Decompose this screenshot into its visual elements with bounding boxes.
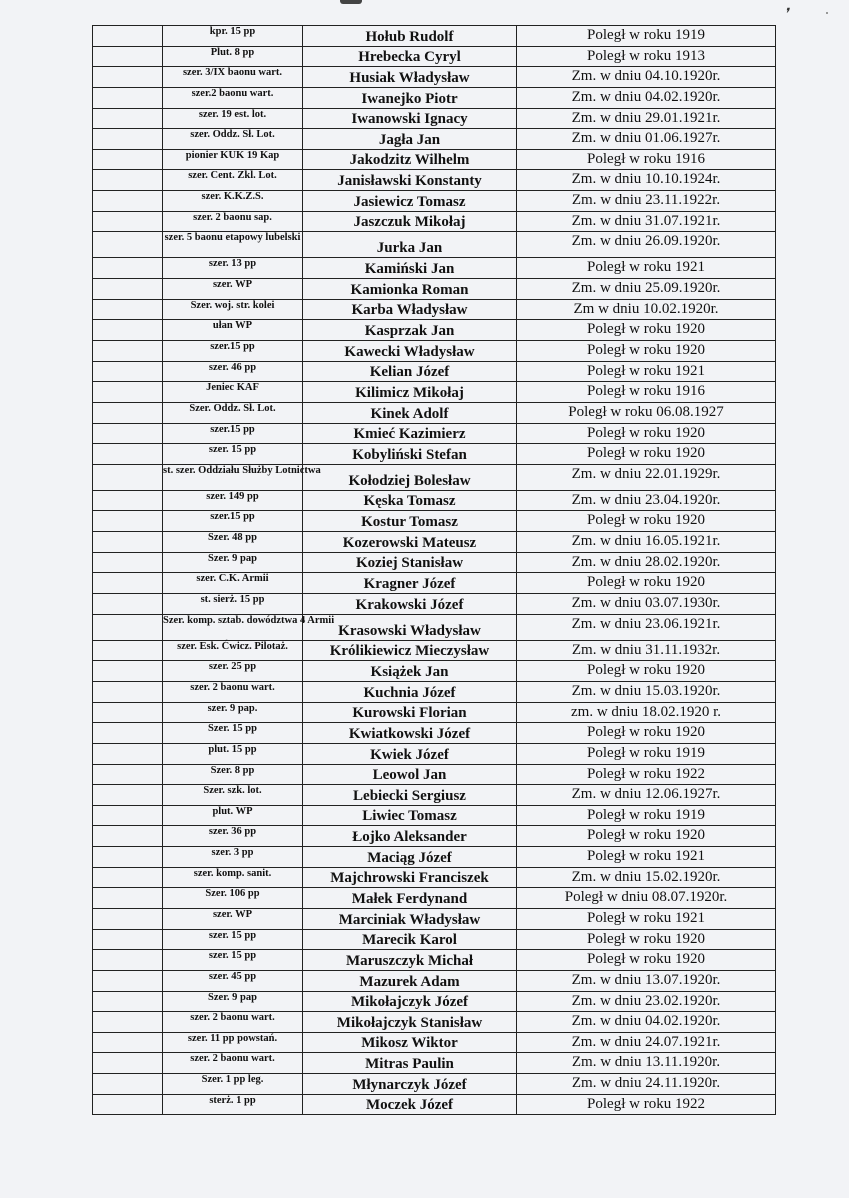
row-blank-cell — [93, 1074, 163, 1095]
status-cell: Poległ w roku 1920 — [517, 950, 776, 971]
unit-cell: szer. 2 baonu wart. — [163, 1012, 303, 1033]
row-blank-cell — [93, 614, 163, 640]
row-blank-cell — [93, 573, 163, 594]
status-cell: Zm. w dniu 15.02.1920r. — [517, 867, 776, 888]
unit-cell: Szer. 9 pap — [163, 991, 303, 1012]
table-row — [93, 640, 776, 661]
row-blank-cell — [93, 661, 163, 682]
status-cell: Poległ w roku 1920 — [517, 723, 776, 744]
unit-cell: Szer. 15 pp — [163, 723, 303, 744]
unit-cell: szer. 19 est. lot. — [163, 108, 303, 129]
row-blank-cell — [93, 299, 163, 320]
row-blank-cell — [93, 929, 163, 950]
table-row — [93, 402, 776, 423]
status-cell: zm. w dniu 18.02.1920 r. — [517, 702, 776, 723]
scan-mark-corner: ❜ — [784, 7, 789, 22]
name-cell: Jurka Jan — [303, 232, 517, 258]
name-cell: Lebiecki Sergiusz — [303, 785, 517, 806]
row-blank-cell — [93, 129, 163, 150]
unit-cell: Szer. szk. lot. — [163, 785, 303, 806]
name-cell: Mitras Paulin — [303, 1053, 517, 1074]
row-blank-cell — [93, 402, 163, 423]
table-row — [93, 970, 776, 991]
status-cell: Poległ w roku 1922 — [517, 1094, 776, 1115]
unit-cell: szer. 2 baonu wart. — [163, 681, 303, 702]
name-cell: Karba Władysław — [303, 299, 517, 320]
row-blank-cell — [93, 785, 163, 806]
row-blank-cell — [93, 805, 163, 826]
row-blank-cell — [93, 170, 163, 191]
row-blank-cell — [93, 867, 163, 888]
row-blank-cell — [93, 826, 163, 847]
row-blank-cell — [93, 67, 163, 88]
status-cell: Zm. w dniu 13.11.1920r. — [517, 1053, 776, 1074]
status-cell: Zm. w dniu 04.10.1920r. — [517, 67, 776, 88]
row-blank-cell — [93, 108, 163, 129]
name-cell: Mikosz Wiktor — [303, 1032, 517, 1053]
row-blank-cell — [93, 279, 163, 300]
unit-cell: szer. WP — [163, 279, 303, 300]
name-cell: Kamionka Roman — [303, 279, 517, 300]
name-cell: Kragner Józef — [303, 573, 517, 594]
row-blank-cell — [93, 191, 163, 212]
row-blank-cell — [93, 702, 163, 723]
name-cell: Iwanowski Ignacy — [303, 108, 517, 129]
status-cell: Zm. w dniu 10.10.1924r. — [517, 170, 776, 191]
name-cell: Husiak Władysław — [303, 67, 517, 88]
status-cell: Zm. w dniu 04.02.1920r. — [517, 87, 776, 108]
unit-cell: plut. WP — [163, 805, 303, 826]
name-cell: Kęska Tomasz — [303, 490, 517, 511]
row-blank-cell — [93, 847, 163, 868]
table-row — [93, 258, 776, 279]
status-cell: Zm. w dniu 23.04.1920r. — [517, 490, 776, 511]
name-cell: Łojko Aleksander — [303, 826, 517, 847]
unit-cell: szer. WP — [163, 908, 303, 929]
row-blank-cell — [93, 211, 163, 232]
unit-cell: szer. 3 pp — [163, 847, 303, 868]
status-cell: Poległ w roku 1920 — [517, 661, 776, 682]
unit-cell: szer. Cent. Zkl. Lot. — [163, 170, 303, 191]
name-cell: Kuchnia Józef — [303, 681, 517, 702]
unit-cell: Szer. 8 pp — [163, 764, 303, 785]
table-row — [93, 1053, 776, 1074]
unit-cell: szer. 36 pp — [163, 826, 303, 847]
status-cell: Zm. w dniu 22.01.1929r. — [517, 464, 776, 490]
name-cell: Maruszczyk Michał — [303, 950, 517, 971]
status-cell: Zm. w dniu 28.02.1920r. — [517, 552, 776, 573]
scan-dot — [826, 12, 828, 14]
name-cell: Krakowski Józef — [303, 594, 517, 615]
name-cell: Kurowski Florian — [303, 702, 517, 723]
name-cell: Kamiński Jan — [303, 258, 517, 279]
status-cell: Poległ w roku 06.08.1927 — [517, 402, 776, 423]
name-cell: Jaszczuk Mikołaj — [303, 211, 517, 232]
table-row — [93, 464, 776, 490]
name-cell: Kwiek Józef — [303, 743, 517, 764]
table-row — [93, 991, 776, 1012]
status-cell: Poległ w roku 1919 — [517, 26, 776, 47]
name-cell: Kostur Tomasz — [303, 511, 517, 532]
status-cell: Zm. w dniu 24.11.1920r. — [517, 1074, 776, 1095]
unit-cell: Szer. 1 pp leg. — [163, 1074, 303, 1095]
name-cell: Majchrowski Franciszek — [303, 867, 517, 888]
table-row — [93, 573, 776, 594]
name-cell: Hrebecka Cyryl — [303, 46, 517, 67]
name-cell: Młynarczyk Józef — [303, 1074, 517, 1095]
status-cell: Zm. w dniu 01.06.1927r. — [517, 129, 776, 150]
status-cell: Poległ w roku 1920 — [517, 511, 776, 532]
unit-cell: szer. K.K.Z.S. — [163, 191, 303, 212]
row-blank-cell — [93, 149, 163, 170]
status-cell: Poległ w roku 1919 — [517, 743, 776, 764]
status-cell: Zm. w dniu 25.09.1920r. — [517, 279, 776, 300]
table-row — [93, 1094, 776, 1115]
table-row — [93, 26, 776, 47]
table-row — [93, 279, 776, 300]
status-cell: Poległ w roku 1921 — [517, 361, 776, 382]
table-row — [93, 211, 776, 232]
table-row — [93, 785, 776, 806]
table-row — [93, 423, 776, 444]
unit-cell: szer. komp. sanit. — [163, 867, 303, 888]
table-row — [93, 340, 776, 361]
scan-mark-top — [340, 0, 362, 4]
name-cell: Koziej Stanisław — [303, 552, 517, 573]
status-cell: Zm. w dniu 16.05.1921r. — [517, 532, 776, 553]
name-cell: Moczek Józef — [303, 1094, 517, 1115]
unit-cell: szer.15 pp — [163, 423, 303, 444]
table-row — [93, 702, 776, 723]
name-cell: Hołub Rudolf — [303, 26, 517, 47]
table-row — [93, 129, 776, 150]
table-row — [93, 299, 776, 320]
name-cell: Liwiec Tomasz — [303, 805, 517, 826]
unit-cell: st. szer. Oddziału Służby Lotnictwa — [163, 464, 303, 490]
status-cell: Zm. w dniu 03.07.1930r. — [517, 594, 776, 615]
status-cell: Poległ w roku 1920 — [517, 826, 776, 847]
unit-cell: szer. 46 pp — [163, 361, 303, 382]
status-cell: Zm. w dniu 29.01.1921r. — [517, 108, 776, 129]
status-cell: Poległ w roku 1916 — [517, 149, 776, 170]
table-row — [93, 67, 776, 88]
row-blank-cell — [93, 232, 163, 258]
unit-cell: szer. Esk. Ćwicz. Pilotaż. — [163, 640, 303, 661]
table-row — [93, 723, 776, 744]
unit-cell: szer. 15 pp — [163, 444, 303, 465]
unit-cell: szer. 25 pp — [163, 661, 303, 682]
name-cell: Kasprzak Jan — [303, 320, 517, 341]
row-blank-cell — [93, 970, 163, 991]
table-row — [93, 661, 776, 682]
unit-cell: Szer. Oddz. Sł. Lot. — [163, 402, 303, 423]
table-row — [93, 950, 776, 971]
table-row — [93, 826, 776, 847]
row-blank-cell — [93, 681, 163, 702]
row-blank-cell — [93, 552, 163, 573]
row-blank-cell — [93, 908, 163, 929]
table-row — [93, 681, 776, 702]
table-row — [93, 867, 776, 888]
row-blank-cell — [93, 743, 163, 764]
table-row — [93, 743, 776, 764]
table-row — [93, 888, 776, 909]
name-cell: Marecik Karol — [303, 929, 517, 950]
table-row — [93, 1074, 776, 1095]
table-row — [93, 1032, 776, 1053]
name-cell: Kołodziej Bolesław — [303, 464, 517, 490]
unit-cell: szer. 45 pp — [163, 970, 303, 991]
unit-cell: szer. 11 pp powstań. — [163, 1032, 303, 1053]
name-cell: Kilimicz Mikołaj — [303, 382, 517, 403]
table-row — [93, 764, 776, 785]
row-blank-cell — [93, 423, 163, 444]
name-cell: Kwiatkowski Józef — [303, 723, 517, 744]
status-cell: Zm. w dniu 04.02.1920r. — [517, 1012, 776, 1033]
name-cell: Maciąg Józef — [303, 847, 517, 868]
table-row — [93, 46, 776, 67]
name-cell: Kozerowski Mateusz — [303, 532, 517, 553]
row-blank-cell — [93, 87, 163, 108]
row-blank-cell — [93, 320, 163, 341]
table-row — [93, 87, 776, 108]
status-cell: Poległ w roku 1920 — [517, 320, 776, 341]
unit-cell: szer.15 pp — [163, 340, 303, 361]
table-row — [93, 232, 776, 258]
table-row — [93, 532, 776, 553]
unit-cell: szer. 2 baonu sap. — [163, 211, 303, 232]
name-cell: Kelian Józef — [303, 361, 517, 382]
unit-cell: pionier KUK 19 Kap — [163, 149, 303, 170]
table-row — [93, 149, 776, 170]
name-cell: Jagła Jan — [303, 129, 517, 150]
row-blank-cell — [93, 764, 163, 785]
name-cell: Mazurek Adam — [303, 970, 517, 991]
table-row — [93, 1012, 776, 1033]
row-blank-cell — [93, 361, 163, 382]
unit-cell: szer. 13 pp — [163, 258, 303, 279]
name-cell: Kobyliński Stefan — [303, 444, 517, 465]
status-cell: Zm. w dniu 23.11.1922r. — [517, 191, 776, 212]
unit-cell: szer. 2 baonu wart. — [163, 1053, 303, 1074]
name-cell: Iwanejko Piotr — [303, 87, 517, 108]
unit-cell: szer. 15 pp — [163, 950, 303, 971]
status-cell: Zm w dniu 10.02.1920r. — [517, 299, 776, 320]
row-blank-cell — [93, 1012, 163, 1033]
unit-cell: ułan WP — [163, 320, 303, 341]
status-cell: Poległ w roku 1919 — [517, 805, 776, 826]
row-blank-cell — [93, 723, 163, 744]
name-cell: Mikołajczyk Stanisław — [303, 1012, 517, 1033]
name-cell: Królikiewicz Mieczysław — [303, 640, 517, 661]
row-blank-cell — [93, 464, 163, 490]
unit-cell: szer. Oddz. Sł. Lot. — [163, 129, 303, 150]
status-cell: Poległ w roku 1920 — [517, 444, 776, 465]
status-cell: Poległ w dniu 08.07.1920r. — [517, 888, 776, 909]
name-cell: Jasiewicz Tomasz — [303, 191, 517, 212]
unit-cell: szer. 149 pp — [163, 490, 303, 511]
row-blank-cell — [93, 594, 163, 615]
unit-cell: Szer. komp. sztab. dowództwa 4 Armii — [163, 614, 303, 640]
status-cell: Poległ w roku 1920 — [517, 423, 776, 444]
table-row — [93, 908, 776, 929]
row-blank-cell — [93, 888, 163, 909]
status-cell: Zm. w dniu 23.06.1921r. — [517, 614, 776, 640]
status-cell: Poległ w roku 1921 — [517, 908, 776, 929]
table-row — [93, 552, 776, 573]
table-row — [93, 444, 776, 465]
name-cell: Leowol Jan — [303, 764, 517, 785]
row-blank-cell — [93, 532, 163, 553]
table-row — [93, 511, 776, 532]
table-row — [93, 929, 776, 950]
unit-cell: szer. 5 baonu etapowy lubelski — [163, 232, 303, 258]
name-cell: Kmieć Kazimierz — [303, 423, 517, 444]
row-blank-cell — [93, 640, 163, 661]
table-row — [93, 490, 776, 511]
row-blank-cell — [93, 1053, 163, 1074]
unit-cell: Plut. 8 pp — [163, 46, 303, 67]
unit-cell: szer. C.K. Armii — [163, 573, 303, 594]
row-blank-cell — [93, 46, 163, 67]
name-cell: Marciniak Władysław — [303, 908, 517, 929]
table-row — [93, 382, 776, 403]
unit-cell: plut. 15 pp — [163, 743, 303, 764]
name-cell: Jakodzitz Wilhelm — [303, 149, 517, 170]
name-cell: Książek Jan — [303, 661, 517, 682]
row-blank-cell — [93, 258, 163, 279]
status-cell: Zm. w dniu 23.02.1920r. — [517, 991, 776, 1012]
status-cell: Zm. w dniu 15.03.1920r. — [517, 681, 776, 702]
row-blank-cell — [93, 1094, 163, 1115]
row-blank-cell — [93, 511, 163, 532]
unit-cell: Szer. 106 pp — [163, 888, 303, 909]
status-cell: Zm. w dniu 24.07.1921r. — [517, 1032, 776, 1053]
unit-cell: szer.15 pp — [163, 511, 303, 532]
table-row — [93, 594, 776, 615]
name-cell: Janisławski Konstanty — [303, 170, 517, 191]
unit-cell: szer. 15 pp — [163, 929, 303, 950]
status-cell: Poległ w roku 1922 — [517, 764, 776, 785]
row-blank-cell — [93, 950, 163, 971]
status-cell: Poległ w roku 1920 — [517, 573, 776, 594]
unit-cell: Szer. 9 pap — [163, 552, 303, 573]
table-row — [93, 847, 776, 868]
row-blank-cell — [93, 382, 163, 403]
table-row — [93, 191, 776, 212]
table-row — [93, 614, 776, 640]
status-cell: Poległ w roku 1921 — [517, 847, 776, 868]
table-row — [93, 108, 776, 129]
status-cell: Poległ w roku 1916 — [517, 382, 776, 403]
row-blank-cell — [93, 1032, 163, 1053]
status-cell: Poległ w roku 1920 — [517, 340, 776, 361]
unit-cell: kpr. 15 pp — [163, 26, 303, 47]
name-cell: Kinek Adolf — [303, 402, 517, 423]
unit-cell: Jeniec KAF — [163, 382, 303, 403]
status-cell: Poległ w roku 1920 — [517, 929, 776, 950]
unit-cell: Szer. woj. str. kolei — [163, 299, 303, 320]
table-row — [93, 805, 776, 826]
status-cell: Zm. w dniu 12.06.1927r. — [517, 785, 776, 806]
unit-cell: szer. 9 pap. — [163, 702, 303, 723]
unit-cell: szer. 3/IX baonu wart. — [163, 67, 303, 88]
status-cell: Zm. w dniu 31.11.1932r. — [517, 640, 776, 661]
table-row — [93, 170, 776, 191]
status-cell: Zm. w dniu 13.07.1920r. — [517, 970, 776, 991]
table-row — [93, 320, 776, 341]
row-blank-cell — [93, 991, 163, 1012]
row-blank-cell — [93, 444, 163, 465]
name-cell: Mikołajczyk Józef — [303, 991, 517, 1012]
status-cell: Poległ w roku 1921 — [517, 258, 776, 279]
unit-cell: sterż. 1 pp — [163, 1094, 303, 1115]
status-cell: Zm. w dniu 31.07.1921r. — [517, 211, 776, 232]
row-blank-cell — [93, 340, 163, 361]
row-blank-cell — [93, 490, 163, 511]
records-table — [92, 25, 776, 1115]
name-cell: Małek Ferdynand — [303, 888, 517, 909]
records-body — [93, 26, 776, 1115]
status-cell: Poległ w roku 1913 — [517, 46, 776, 67]
name-cell: Kawecki Władysław — [303, 340, 517, 361]
unit-cell: szer.2 baonu wart. — [163, 87, 303, 108]
unit-cell: Szer. 48 pp — [163, 532, 303, 553]
table-row — [93, 361, 776, 382]
status-cell: Zm. w dniu 26.09.1920r. — [517, 232, 776, 258]
unit-cell: st. sierż. 15 pp — [163, 594, 303, 615]
name-cell: Krasowski Władysław — [303, 614, 517, 640]
row-blank-cell — [93, 26, 163, 47]
